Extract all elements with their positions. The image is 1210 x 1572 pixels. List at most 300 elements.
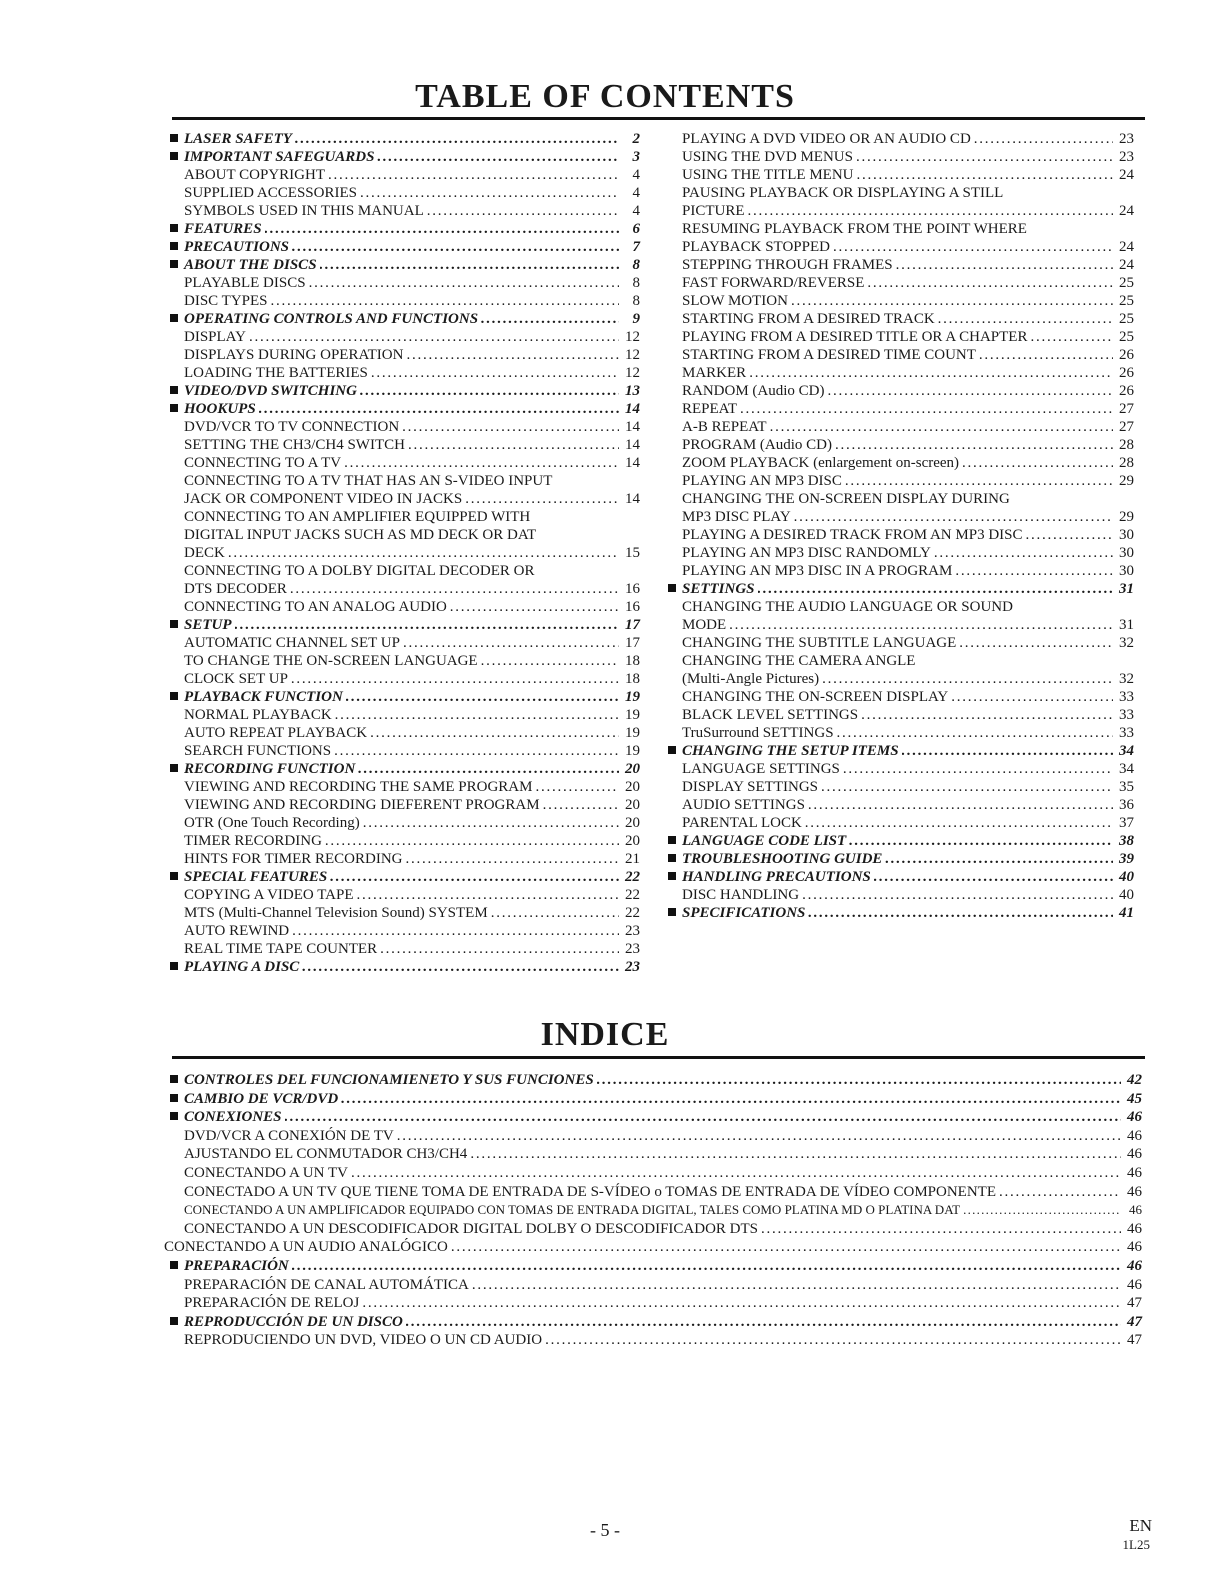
entry-label: SLOW MOTION [682, 293, 788, 309]
dot-leader [959, 634, 1113, 652]
entry-page-number: 30 [1119, 545, 1134, 561]
entry-label: (Multi-Angle Pictures) [682, 671, 820, 687]
entry-page-number: 18 [625, 653, 640, 669]
dot-leader [371, 364, 619, 382]
dot-leader [380, 940, 619, 958]
toc-subentry [170, 490, 640, 508]
dot-leader [808, 796, 1113, 814]
toc-right-column [668, 130, 1134, 922]
entry-label: VIDEO/DVD SWITCHING [184, 383, 357, 399]
dot-leader [406, 850, 620, 868]
entry-label: COPYING A VIDEO TAPE [184, 887, 354, 903]
entry-page-number: 23 [1119, 149, 1134, 165]
toc-subentry [170, 724, 640, 742]
toc-section-entry [170, 220, 640, 238]
entry-label: CHANGING THE AUDIO LANGUAGE OR SOUND [682, 599, 1013, 615]
dot-leader [1026, 526, 1114, 544]
entry-label: AUTOMATIC CHANNEL SET UP [184, 635, 400, 651]
entry-page-number: 20 [625, 797, 640, 813]
entry-page-number: 25 [1119, 329, 1134, 345]
toc-subentry [668, 202, 1134, 220]
dot-leader [802, 886, 1113, 904]
entry-label: CONEXIONES [184, 1109, 282, 1126]
entry-page-number: 13 [625, 383, 640, 399]
toc-subentry [170, 1127, 1142, 1146]
entry-page-number: 42 [1127, 1072, 1142, 1088]
dot-leader [835, 436, 1113, 454]
dot-leader [292, 238, 619, 256]
toc-subentry [170, 292, 640, 310]
toc-subentry [170, 454, 640, 472]
dot-leader [465, 490, 619, 508]
entry-page-number: 16 [625, 599, 640, 615]
dot-leader [794, 508, 1113, 526]
entry-label: DECK [184, 545, 225, 561]
dot-leader [791, 292, 1113, 310]
entry-label: PLAYING A DESIRED TRACK FROM AN MP3 DISC [682, 527, 1023, 543]
entry-page-number: 16 [625, 581, 640, 597]
dot-leader [955, 562, 1113, 580]
entry-label: CONNECTING TO A TV THAT HAS AN S-VIDEO INPUT [184, 473, 553, 489]
entry-label: PAUSING PLAYBACK OR DISPLAYING A STILL [682, 185, 1004, 201]
dot-leader [861, 706, 1113, 724]
entry-label: ABOUT COPYRIGHT [184, 167, 325, 183]
entry-page-number: 23 [625, 923, 640, 939]
entry-label: AUDIO SETTINGS [682, 797, 805, 813]
entry-label: CONNECTING TO A TV [184, 455, 342, 471]
entry-page-number: 24 [1119, 203, 1134, 219]
toc-subentry [170, 652, 640, 670]
entry-label: SPECIFICATIONS [682, 905, 806, 921]
dot-leader [896, 256, 1113, 274]
toc-subentry [170, 1220, 1142, 1239]
toc-subentry [170, 166, 640, 184]
toc-subentry [170, 1145, 1142, 1164]
toc-subentry [668, 400, 1134, 418]
entry-page-number: 46 [1127, 1257, 1142, 1274]
toc-left-column [170, 130, 640, 976]
entry-label: RANDOM (Audio CD) [682, 383, 825, 399]
entry-label: CONNECTING TO AN AMPLIFIER EQUIPPED WITH [184, 509, 531, 525]
dot-leader [235, 616, 619, 634]
entry-page-number: 2 [632, 131, 640, 147]
entry-page-number: 19 [625, 725, 640, 741]
toc-subentry [668, 634, 1134, 652]
square-bullet-icon [668, 584, 676, 592]
entry-label: AJUSTANDO EL CONMUTADOR CH3/CH4 [184, 1146, 468, 1163]
dot-leader [857, 166, 1113, 184]
dot-leader [833, 238, 1113, 256]
entry-page-number: 20 [625, 815, 640, 831]
toc-subentry [170, 634, 640, 652]
entry-page-number: 46 [1127, 1276, 1142, 1293]
toc-subentry [170, 706, 640, 724]
toc-subentry [668, 544, 1134, 562]
dot-leader [740, 400, 1113, 418]
dot-leader [451, 1238, 1121, 1257]
dot-leader [1030, 328, 1113, 346]
entry-page-number: 14 [625, 419, 640, 435]
entry-page-number: 47 [1127, 1332, 1142, 1349]
dot-leader [822, 670, 1113, 688]
entry-label: FAST FORWARD/REVERSE [682, 275, 865, 291]
entry-label: STARTING FROM A DESIRED TRACK [682, 311, 935, 327]
square-bullet-icon [170, 242, 178, 250]
entry-label: ZOOM PLAYBACK (enlargement on-screen) [682, 455, 960, 471]
entry-page-number: 27 [1119, 419, 1134, 435]
toc-subentry [668, 706, 1134, 724]
toc-section-entry [170, 256, 640, 274]
toc-subentry [170, 580, 640, 598]
entry-label: A-B REPEAT [682, 419, 767, 435]
square-bullet-icon [668, 836, 676, 844]
entry-page-number: 26 [1119, 365, 1134, 381]
toc-subentry [668, 418, 1134, 436]
dot-leader [951, 688, 1113, 706]
entry-page-number: 37 [1119, 815, 1134, 831]
toc-divider [172, 117, 1145, 120]
toc-subentry [170, 886, 640, 904]
entry-label: SYMBOLS USED IN THIS MANUAL [184, 203, 424, 219]
toc-section-entry [668, 904, 1134, 922]
entry-page-number: 29 [1119, 473, 1134, 489]
toc-section-entry [170, 1071, 1142, 1090]
toc-subentry [170, 544, 640, 562]
entry-label: CLOCK SET UP [184, 671, 288, 687]
entry-label: DISPLAYS DURING OPERATION [184, 347, 404, 363]
entry-page-number: 23 [625, 941, 640, 957]
entry-page-number: 23 [625, 959, 640, 975]
square-bullet-icon [170, 260, 178, 268]
dot-leader [761, 1220, 1121, 1239]
toc-subentry [668, 616, 1134, 634]
page-number: - 5 - [590, 1520, 620, 1540]
toc-section-entry [170, 1313, 1142, 1332]
toc-subentry [170, 436, 640, 454]
entry-page-number: 40 [1119, 887, 1134, 903]
entry-label: NORMAL PLAYBACK [184, 707, 332, 723]
dot-leader [360, 382, 619, 400]
entry-page-number: 26 [1119, 383, 1134, 399]
dot-leader [344, 454, 619, 472]
toc-subentry [170, 472, 640, 490]
entry-page-number: 46 [1127, 1239, 1142, 1256]
dot-leader [341, 1090, 1121, 1109]
entry-label: PICTURE [682, 203, 745, 219]
entry-page-number: 14 [625, 437, 640, 453]
square-bullet-icon [170, 1094, 178, 1102]
indice-title: INDICE [540, 1016, 670, 1053]
toc-subentry [668, 256, 1134, 274]
toc-section-entry [170, 958, 640, 976]
toc-section-entry [170, 1108, 1142, 1127]
toc-subentry [668, 364, 1134, 382]
entry-page-number: 36 [1119, 797, 1134, 813]
entry-page-number: 22 [625, 887, 640, 903]
indice-divider [172, 1056, 1145, 1059]
entry-label: DIGITAL INPUT JACKS SUCH AS MD DECK OR DAT [184, 527, 537, 543]
entry-label: JACK OR COMPONENT VIDEO IN JACKS [184, 491, 463, 507]
entry-page-number: 14 [625, 491, 640, 507]
entry-page-number: 4 [632, 203, 640, 219]
dot-leader [228, 544, 619, 562]
dot-leader [934, 544, 1113, 562]
toc-section-entry [170, 148, 640, 166]
entry-page-number: 25 [1119, 311, 1134, 327]
entry-page-number: 46 [1127, 1127, 1142, 1144]
square-bullet-icon [170, 1075, 178, 1083]
entry-page-number: 19 [625, 707, 640, 723]
entry-label: RECORDING FUNCTION [184, 761, 356, 777]
dot-leader [328, 166, 619, 184]
toc-subentry [668, 328, 1134, 346]
entry-label: DTS DECODER [184, 581, 287, 597]
entry-label: CONNECTING TO AN ANALOG AUDIO [184, 599, 447, 615]
entry-page-number: 8 [632, 293, 640, 309]
entry-page-number: 35 [1119, 779, 1134, 795]
entry-page-number: 33 [1119, 725, 1134, 741]
toc-section-entry [170, 688, 640, 706]
toc-subentry [170, 940, 640, 958]
entry-label: DISPLAY [184, 329, 246, 345]
dot-leader [543, 796, 619, 814]
toc-subentry [668, 814, 1134, 832]
square-bullet-icon [170, 386, 178, 394]
entry-label: DVD/VCR TO TV CONNECTION [184, 419, 400, 435]
entry-label: CHANGING THE ON-SCREEN DISPLAY [682, 689, 949, 705]
entry-label: ABOUT THE DISCS [184, 257, 317, 273]
toc-subentry [170, 742, 640, 760]
dot-leader [330, 868, 619, 886]
entry-page-number: 8 [632, 275, 640, 291]
toc-subentry [170, 274, 640, 292]
dot-leader [470, 1145, 1121, 1164]
toc-subentry [668, 526, 1134, 544]
entry-page-number: 30 [1119, 527, 1134, 543]
dot-leader [828, 382, 1114, 400]
entry-label: AUTO REWIND [184, 923, 290, 939]
entry-label: BLACK LEVEL SETTINGS [682, 707, 859, 723]
dot-leader [885, 850, 1113, 868]
dot-leader [302, 958, 619, 976]
dot-leader [843, 760, 1113, 778]
toc-subentry [668, 292, 1134, 310]
dot-leader [290, 580, 619, 598]
toc-subentry [668, 166, 1134, 184]
dot-leader [334, 742, 619, 760]
toc-section-entry [170, 616, 640, 634]
dot-leader [271, 292, 620, 310]
entry-label: PLAYBACK STOPPED [682, 239, 830, 255]
square-bullet-icon [668, 746, 676, 754]
entry-label: MP3 DISC PLAY [682, 509, 791, 525]
entry-page-number: 28 [1119, 437, 1134, 453]
entry-label: PLAYING A DVD VIDEO OR AN AUDIO CD [682, 131, 971, 147]
dot-leader [285, 1108, 1121, 1127]
dot-leader [397, 1127, 1121, 1146]
toc-section-entry [170, 1090, 1142, 1109]
entry-page-number: 34 [1119, 743, 1134, 759]
toc-subentry [170, 922, 640, 940]
dot-leader [821, 778, 1113, 796]
square-bullet-icon [170, 152, 178, 160]
toc-subentry [170, 796, 640, 814]
toc-subentry [170, 814, 640, 832]
toc-section-entry [170, 760, 640, 778]
toc-section-entry [668, 850, 1134, 868]
entry-label: TIMER RECORDING [184, 833, 322, 849]
entry-page-number: 7 [632, 239, 640, 255]
entry-label: FEATURES [184, 221, 262, 237]
entry-page-number: 28 [1119, 455, 1134, 471]
dot-leader [974, 130, 1113, 148]
entry-label: REPRODUCIENDO UN DVD, VIDEO O UN CD AUDIO [184, 1332, 543, 1349]
entry-page-number: 3 [632, 149, 640, 165]
dot-leader [481, 652, 619, 670]
toc-subentry [170, 670, 640, 688]
entry-label: OPERATING CONTROLS AND FUNCTIONS [184, 311, 479, 327]
entry-page-number: 19 [625, 689, 640, 705]
entry-label: SETUP [184, 617, 232, 633]
entry-label: SETTING THE CH3/CH4 SWITCH [184, 437, 405, 453]
toc-subentry [170, 346, 640, 364]
square-bullet-icon [170, 224, 178, 232]
dot-leader [295, 130, 619, 148]
square-bullet-icon [170, 314, 178, 322]
entry-label: IMPORTANT SAFEGUARDS [184, 149, 375, 165]
entry-label: SEARCH FUNCTIONS [184, 743, 332, 759]
toc-subentry [170, 202, 640, 220]
entry-page-number: 24 [1119, 239, 1134, 255]
toc-subentry [668, 670, 1134, 688]
entry-label: TruSurround SETTINGS [682, 725, 834, 741]
entry-page-number: 9 [632, 311, 640, 327]
entry-page-number: 23 [1119, 131, 1134, 147]
dot-leader [249, 328, 619, 346]
entry-label: PRECAUTIONS [184, 239, 290, 255]
entry-label: CHANGING THE ON-SCREEN DISPLAY DURING [682, 491, 1010, 507]
toc-title: TABLE OF CONTENTS [415, 78, 795, 115]
entry-page-number: 46 [1127, 1146, 1142, 1163]
dot-leader [402, 418, 619, 436]
toc-subentry [170, 184, 640, 202]
entry-label: USING THE DVD MENUS [682, 149, 853, 165]
entry-label: CHANGING THE SETUP ITEMS [682, 743, 899, 759]
entry-page-number: 18 [625, 671, 640, 687]
toc-subentry [170, 1294, 1142, 1313]
dot-leader [406, 1313, 1121, 1332]
entry-label: PROGRAM (Audio CD) [682, 437, 833, 453]
entry-label: DVD/VCR A CONEXIÓN DE TV [184, 1127, 394, 1144]
entry-page-number: 46 [1127, 1183, 1142, 1200]
toc-section-entry [170, 310, 640, 328]
dot-leader [963, 1201, 1121, 1220]
square-bullet-icon [170, 1261, 178, 1269]
toc-subentry [668, 238, 1134, 256]
entry-label: CONECTANDO A UN TV [184, 1164, 348, 1181]
entry-page-number: 40 [1119, 869, 1134, 885]
entry-page-number: 46 [1127, 1109, 1142, 1126]
entry-label: DISC HANDLING [682, 887, 800, 903]
entry-page-number: 21 [625, 851, 640, 867]
dot-leader [351, 1164, 1121, 1183]
toc-subentry [170, 328, 640, 346]
dot-leader [360, 184, 619, 202]
toc-section-entry [170, 238, 640, 256]
entry-label: MTS (Multi-Channel Television Sound) SYSTEM [184, 905, 488, 921]
toc-subentry [668, 220, 1134, 238]
entry-label: CONECTANDO A UN AMPLIFICADOR EQUIPADO CON TOMAS DE ENTRADA DIGITAL, TALES COMO PLATINA MD O PLATINA DAT [184, 1202, 961, 1218]
entry-page-number: 41 [1119, 905, 1134, 921]
toc-subentry [668, 778, 1134, 796]
entry-page-number: 32 [1119, 671, 1134, 687]
square-bullet-icon [668, 908, 676, 916]
entry-label: MARKER [682, 365, 747, 381]
toc-subentry [170, 508, 640, 526]
square-bullet-icon [668, 872, 676, 880]
entry-label: AUTO REPEAT PLAYBACK [184, 725, 368, 741]
entry-page-number: 45 [1127, 1090, 1142, 1107]
entry-page-number: 17 [625, 617, 640, 633]
toc-section-entry [170, 382, 640, 400]
entry-label: LASER SAFETY [184, 131, 292, 147]
square-bullet-icon [170, 404, 178, 412]
dot-leader [309, 274, 619, 292]
dot-leader [362, 1294, 1121, 1313]
square-bullet-icon [170, 620, 178, 628]
toc-section-entry [668, 832, 1134, 850]
dot-leader [867, 274, 1113, 292]
entry-label: VIEWING AND RECORDING DIEFERENT PROGRAM [184, 797, 540, 813]
toc-subentry [170, 904, 640, 922]
toc-subentry [668, 724, 1134, 742]
entry-page-number: 30 [1119, 563, 1134, 579]
dot-leader [346, 688, 619, 706]
dot-leader [808, 904, 1113, 922]
toc-subentry [668, 796, 1134, 814]
entry-page-number: 32 [1119, 635, 1134, 651]
entry-label: USING THE TITLE MENU [682, 167, 854, 183]
entry-page-number: 15 [625, 545, 640, 561]
entry-label: HINTS FOR TIMER RECORDING [184, 851, 403, 867]
entry-label: CONECTADO A UN TV QUE TIENE TOMA DE ENTRADA DE S-VÍDEO o TOMAS DE ENTRADA DE VÍDEO COMPONENTE [184, 1183, 996, 1200]
entry-label: CONNECTING TO A DOLBY DIGITAL DECODER OR [184, 563, 535, 579]
toc-subentry [668, 184, 1134, 202]
toc-subentry [170, 1164, 1142, 1183]
toc-section-entry [668, 868, 1134, 886]
toc-subentry [150, 1238, 1142, 1257]
entry-page-number: 31 [1119, 617, 1134, 633]
dot-leader [335, 706, 619, 724]
dot-leader [291, 670, 619, 688]
entry-label: PARENTAL LOCK [682, 815, 802, 831]
toc-subentry [668, 382, 1134, 400]
dot-leader [357, 886, 619, 904]
entry-page-number: 4 [632, 167, 640, 183]
square-bullet-icon [668, 854, 676, 862]
entry-page-number: 8 [632, 257, 640, 273]
entry-label: PREPARACIÓN [184, 1257, 289, 1274]
entry-label: CHANGING THE SUBTITLE LANGUAGE [682, 635, 957, 651]
toc-section-entry [170, 1257, 1142, 1276]
toc-subentry [170, 418, 640, 436]
entry-page-number: 6 [632, 221, 640, 237]
dot-leader [427, 202, 619, 220]
language-code: EN [1129, 1516, 1152, 1535]
square-bullet-icon [170, 692, 178, 700]
dot-leader [408, 436, 619, 454]
entry-label: DISPLAY SETTINGS [682, 779, 818, 795]
